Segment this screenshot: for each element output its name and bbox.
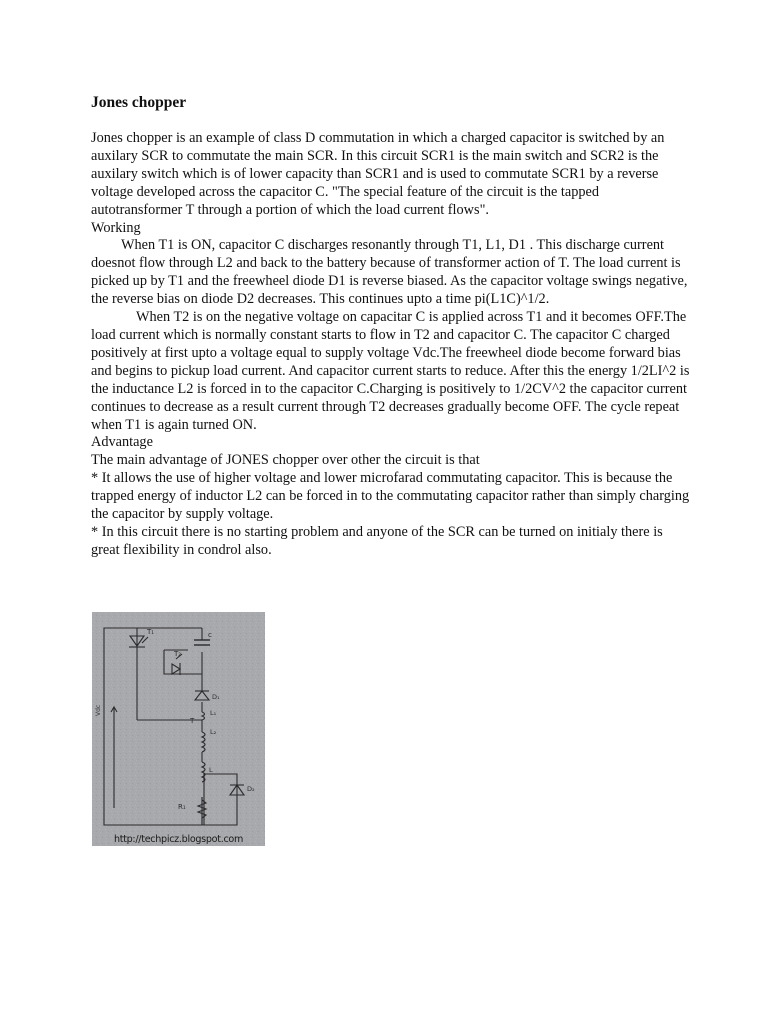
l1-label: L₁ bbox=[210, 709, 217, 717]
advantage-item-1: * It allows the use of higher voltage and lower microfarad commutating capacitor. This is because the trapped energy of inductor L2 can be forced in to the commutating capacitor rather than simply charging the capacitor by supply voltage. bbox=[91, 470, 690, 523]
vdc-label: Vdc bbox=[95, 704, 102, 716]
figure-credit: http://techpicz.blogspot.com bbox=[113, 834, 244, 845]
document-page bbox=[91, 92, 691, 560]
circuit-diagram-photo bbox=[92, 612, 265, 846]
document-body bbox=[91, 130, 691, 560]
circuit-diagram bbox=[92, 612, 265, 846]
d2-label: D₂ bbox=[247, 785, 255, 793]
advantage-intro: The main advantage of JONES chopper over other the circuit is that bbox=[91, 452, 480, 469]
t-label: T bbox=[190, 717, 195, 725]
l2-label: L₂ bbox=[210, 728, 217, 736]
working-heading: Working bbox=[91, 219, 141, 236]
load-inductor-label: L bbox=[209, 766, 213, 774]
t2-label: T₂ bbox=[174, 650, 182, 658]
advantage-item-2: * In this circuit there is no starting problem and anyone of the SCR can be turned on initialy there is great flexibility in condrol also. bbox=[91, 523, 663, 558]
advantage-heading: Advantage bbox=[91, 434, 153, 451]
working-paragraph-1: When T1 is ON, capacitor C discharges resonantly through T1, L1, D1 . This discharge current doesnot flow through L2 and back to the battery because of transformer action of T. The load current is picked up by T1 and the freewheel diode D1 is reverse biased. As the capacitor voltage swings negative, the reverse bias on diode D2 decreases. This continues upto a time pi(L1C)^1/2. bbox=[91, 237, 688, 308]
t1-label: T₁ bbox=[147, 628, 155, 636]
document-title: Jones chopper bbox=[91, 94, 187, 111]
capacitor-label: c bbox=[208, 631, 212, 639]
resistor-label: R₁ bbox=[178, 803, 186, 811]
intro-paragraph: Jones chopper is an example of class D commutation in which a charged capacitor is switched by an auxilary SCR to commutate the main SCR. In this circuit SCR1 is the main switch and SCR2 is the auxilary switch which is of lower capacity than SCR1 and is used to commutate SCR1 by a reverse voltage developed across the capacitor C. "The special feature of the circuit is the tapped autotransformer T through a portion of which the load current flows". bbox=[91, 130, 665, 218]
working-paragraph-2: When T2 is on the negative voltage on capacitar C is applied across T1 and it becomes OFF.The load current which is normally constant starts to flow in T2 and capacitor C. The capacitor C charged positively at first upto a voltage equal to supply voltage Vdc.The freewheel diode become forward bias and begins to pickup load current. And capacitor current starts to reduce. After this the energy 1/2LI^2 is the inductance L2 is forced in to the capacitor C.Charging is positively to 1/2CV^2 the capacitor current continues to decrease as a result current through T2 decreases gradually become OFF. The cycle repeat when T1 is again turned ON. bbox=[91, 309, 690, 433]
d1-label: D₁ bbox=[212, 693, 220, 701]
